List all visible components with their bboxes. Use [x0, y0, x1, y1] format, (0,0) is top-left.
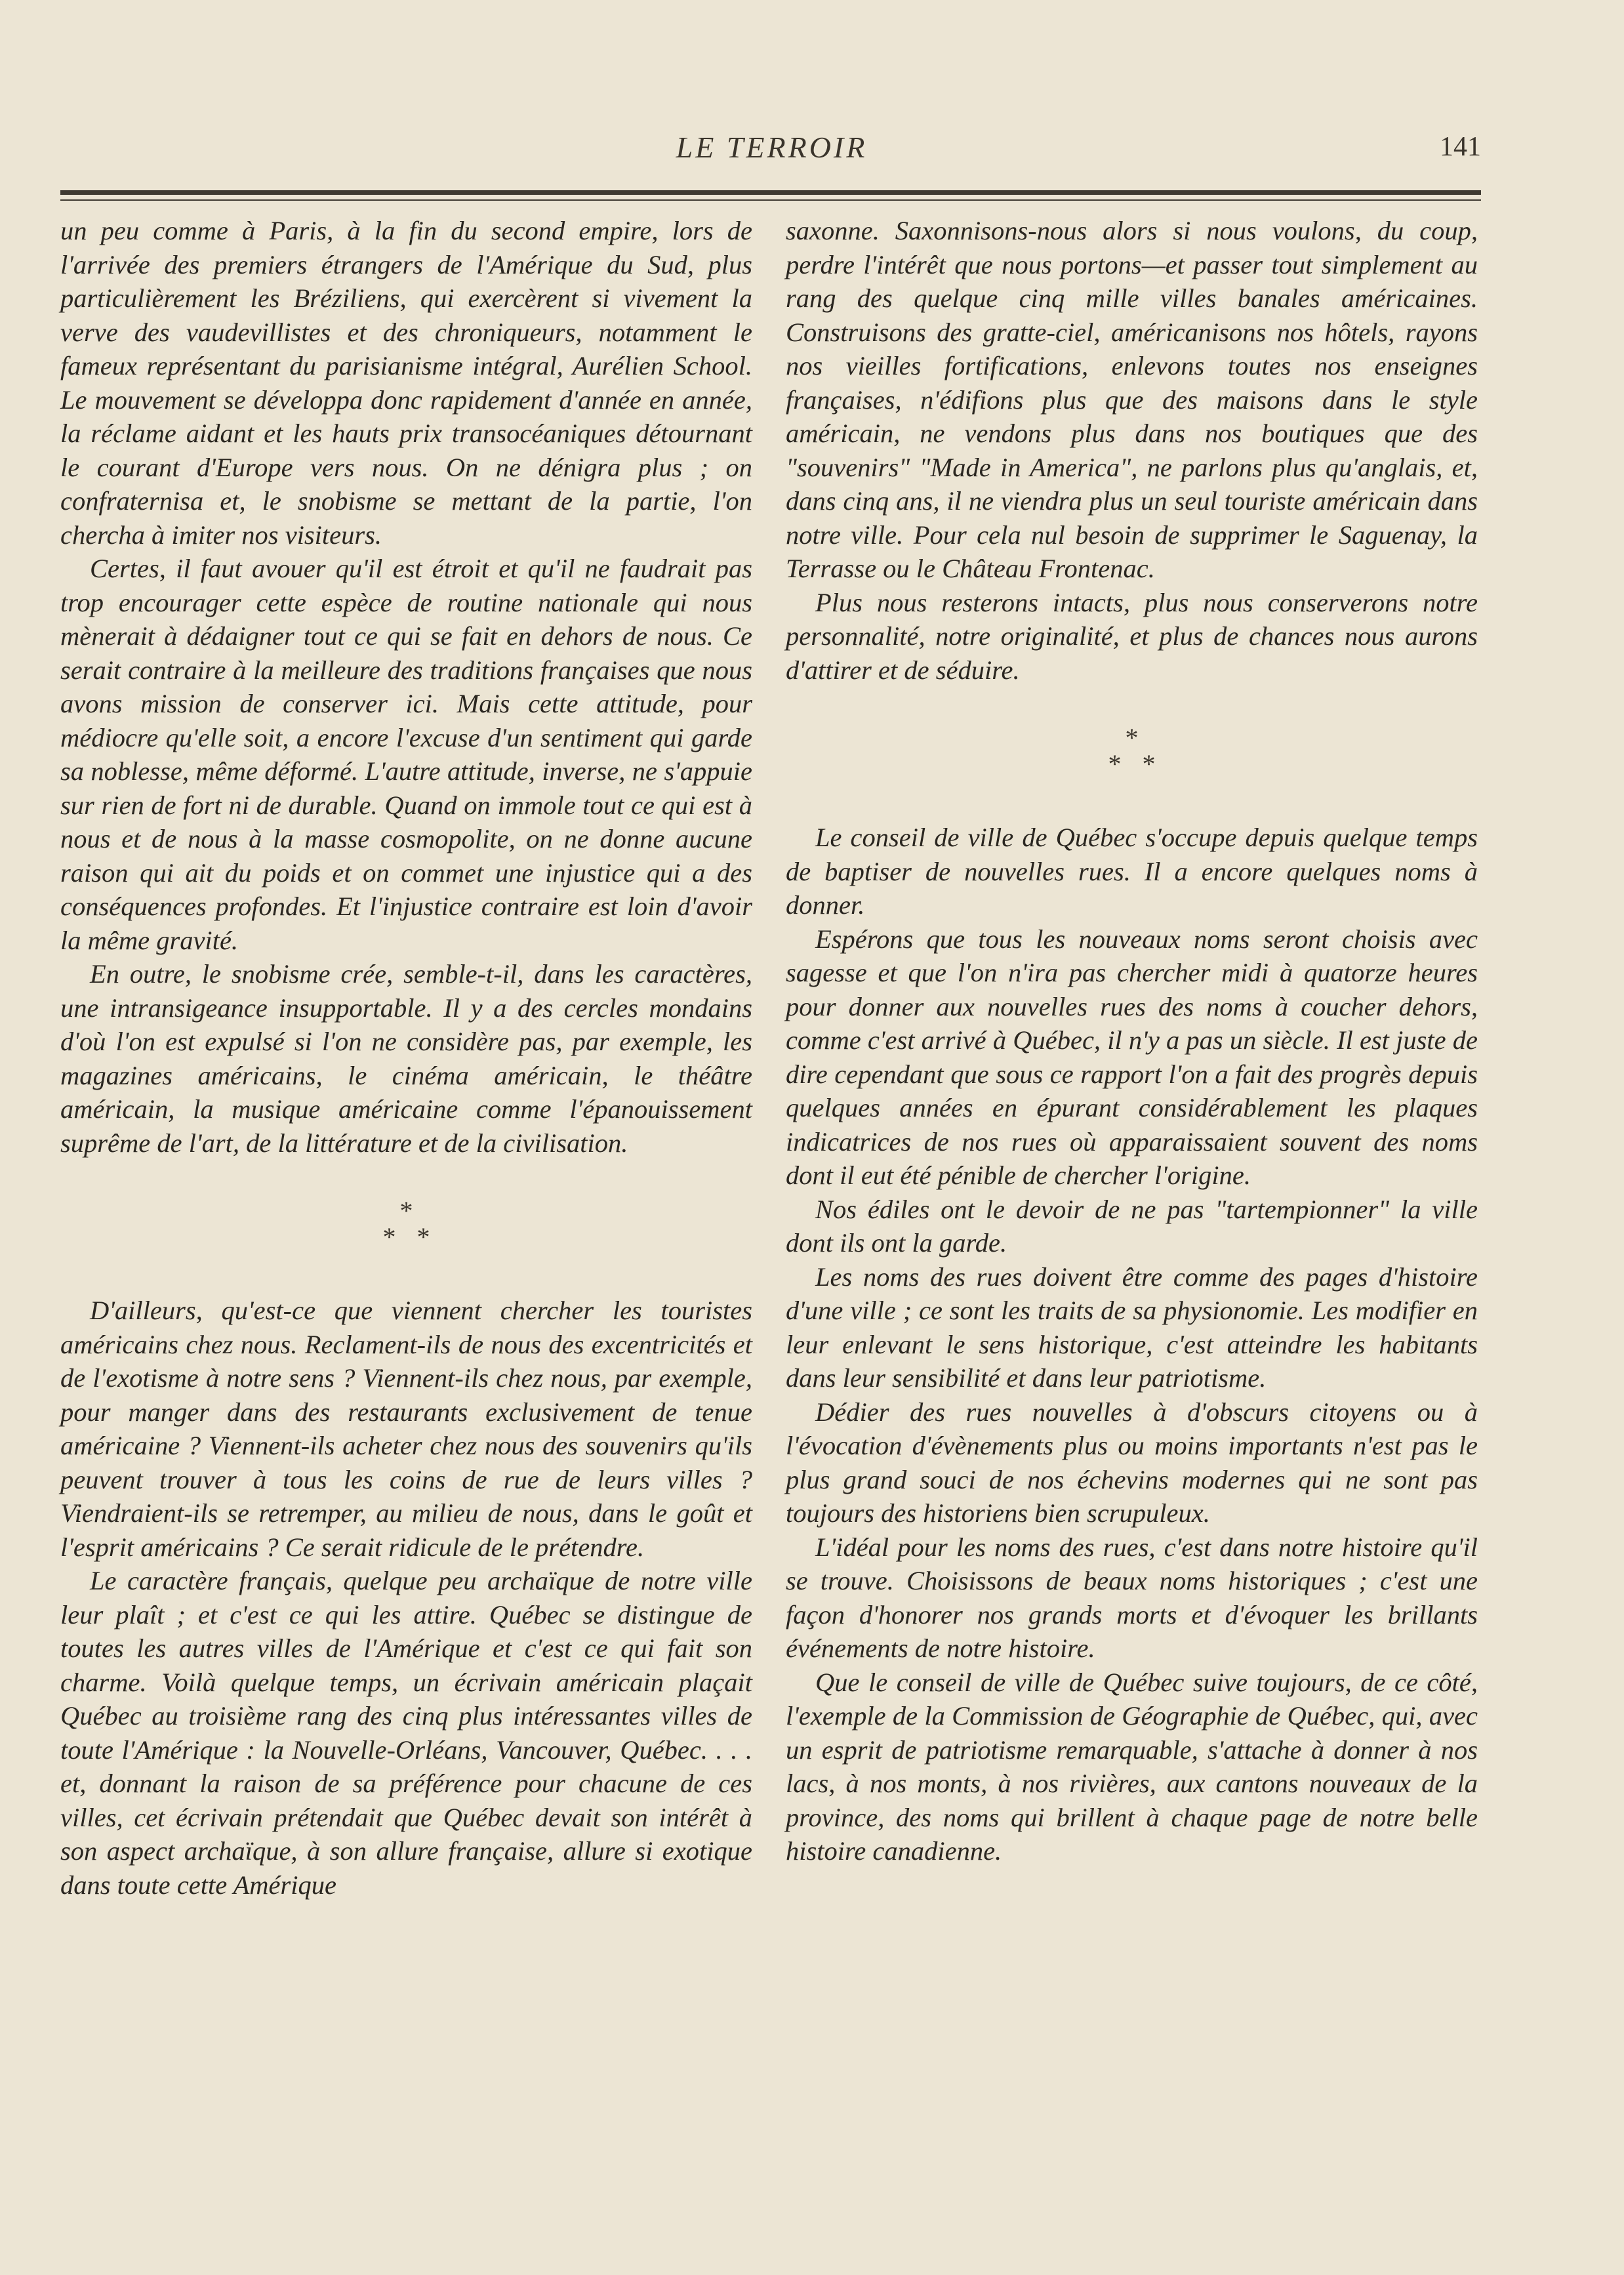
paragraph: L'idéal pour les noms des rues, c'est dans notre histoire qu'il se trouve. Choisissons de beaux noms historiques ; c'est une façon d'honorer nos grands morts et d'évoquer les brillants événements de notre histoire. [786, 1532, 1478, 1663]
paragraph: Les noms des rues doivent être comme des pages d'histoire d'une ville ; ce sont les traits de sa physionomie. Les modifier en leur enlevant le sens historique, c'est atteindre les habitants dans leur sensibilité et dans leur patriotisme. [786, 1261, 1478, 1393]
paragraph: Que le conseil de ville de Québec suive toujours, de ce côté, l'exemple de la Commission de Géographie de Québec, qui, avec un esprit de patriotisme remarquable, s'attache à donner à nos lacs, à nos monts, à nos rivières, aux cantons nouveaux de la province, des noms qui brillent à chaque page de notre belle histoire canadienne. [786, 1667, 1478, 1866]
paragraph: Espérons que tous les nouveaux noms seront choisis avec sagesse et que l'on n'ira pas chercher midi à quatorze heures pour donner aux nouvelles rues des noms à coucher dehors, comme c'est arrivé à Québec, il n'y a pas un siècle. Il est juste de dire cependant que sous ce rapport l'on a fait des progrès depuis quelques années en épurant considérablement les plaques indicatrices de nos rues où apparaissaient souvent des noms dont il eut été pénible de chercher l'origine. [786, 924, 1478, 1190]
page-header [62, 130, 1481, 176]
paragraph: Nos édiles ont le devoir de ne pas "tartempionner" la ville dont ils ont la garde. [786, 1194, 1478, 1258]
right-column [786, 214, 1478, 1868]
separator-star-top: * [1125, 723, 1139, 752]
page-number: 141 [1440, 132, 1481, 162]
header-rule-thin [60, 199, 1481, 201]
separator-star-top: * [399, 1196, 413, 1225]
paragraph: un peu comme à Paris, à la fin du second empire, lors de l'arrivée des premiers étrangers de l'Amérique du Sud, plus particulièrement les Bréziliens, qui exercèrent si vivement la verve des vaudevillistes et des chroniqueurs, notamment le fameux représentant du parisianisme intégral, Aurélien School. Le mouvement se développa donc rapidement d'année en année, la réclame aidant et les hauts prix transocéaniques détournant le courant d'Europe vers nous. On ne dénigra plus ; on confraternisa et, le snobisme se mettant de la partie, l'on chercha à imiter nos visiteurs. [60, 216, 752, 550]
separator-stars-bottom: * * [382, 1222, 430, 1252]
section-separator [60, 1198, 752, 1250]
paragraph: saxonne. Saxonnisons-nous alors si nous voulons, du coup, perdre l'intérêt que nous portons—et passer tout simplement au rang des quelque cinq mille villes banales américaines. Construisons des gratte-ciel, américanisons nos hôtels, rayons nos vieilles fortifications, enlevons toutes nos enseignes françaises, n'édifions plus que des maisons dans le style américain, ne vendons plus dans nos boutiques que des "souvenirs" "Made in America", ne parlons plus qu'anglais, et, dans cinq ans, il ne viendra plus un seul touriste américain dans notre ville. Pour cela nul besoin de supprimer le Saguenay, la Terrasse ou le Château Frontenac. [786, 216, 1478, 583]
paragraph: En outre, le snobisme crée, semble-t-il, dans les caractères, une intransigeance insupportable. Il y a des cercles mondains d'où l'on est expulsé si l'on ne considère pas, par exemple, les magazines américains, le cinéma américain, le théâtre américain, la musique américaine comme l'épanouissement suprême de l'art, de la littérature et de la civilisation. [60, 959, 752, 1158]
separator-stars-bottom: * * [1108, 749, 1156, 779]
paragraph: Dédier des rues nouvelles à d'obscurs citoyens ou à l'évocation d'évènements plus ou moins importants n'est pas le plus grand souci de nos échevins modernes qui ne sont pas toujours des historiens bien scrupuleux. [786, 1397, 1478, 1528]
header-rule-thick [60, 190, 1481, 195]
paragraph: Le conseil de ville de Québec s'occupe depuis quelque temps de baptiser de nouvelles rues. Il a encore quelques noms à donner. [786, 823, 1478, 920]
running-title: LE TERROIR [676, 131, 868, 164]
paragraph: Le caractère français, quelque peu archaïque de notre ville leur plaît ; et c'est ce qui les attire. Québec se distingue de toutes les autres villes de l'Amérique et c'est ce qui fait son charme. Voilà quelque temps, un écrivain américain plaçait Québec au troisième rang des cinq plus intéressantes villes de toute l'Amérique : la Nouvelle-Orléans, Vancouver, Québec. . . . et, donnant la raison de sa préférence pour chacune de ces villes, cet écrivain prétendait que Québec devait son intérêt à son aspect archaïque, à son allure française, allure si exotique dans toute cette Amérique [60, 1566, 752, 1900]
paragraph: D'ailleurs, qu'est-ce que viennent chercher les touristes américains chez nous. Reclament-ils de nous des excentricités et de l'exotisme à notre sens ? Viennent-ils chez nous, par exemple, pour manger dans des restaurants exclusivement de tenue américaine ? Viennent-ils acheter chez nous des souvenirs qu'ils peuvent trouver à tous les coins de rue de leurs villes ? Viendraient-ils se retremper, au milieu de nous, dans le goût et l'esprit américains ? Ce serait ridicule de le prétendre. [60, 1296, 752, 1562]
left-column [60, 214, 752, 1902]
paragraph: Certes, il faut avouer qu'il est étroit et qu'il ne faudrait pas trop encourager cette espèce de routine nationale qui nous mènerait à dédaigner tout ce qui se fait en dehors de nous. Ce serait contraire à la meilleure des traditions françaises que nous avons mission de conserver ici. Mais cette attitude, pour médiocre qu'elle soit, a encore l'excuse d'un sentiment qui garde sa noblesse, même déformé. L'autre attitude, inverse, ne s'appuie sur rien de fort ni de durable. Quand on immole tout ce qui est à nous et de nous à la masse cosmopolite, on ne donne aucune raison qui ait du poids et on commet une injustice qui a des conséquences profondes. Et l'injustice contraire est loin d'avoir la même gravité. [60, 554, 752, 955]
section-separator [786, 725, 1478, 777]
paragraph: Plus nous resterons intacts, plus nous conserverons notre personnalité, notre originalité, et plus de chances nous aurons d'attirer et de séduire. [786, 587, 1478, 685]
